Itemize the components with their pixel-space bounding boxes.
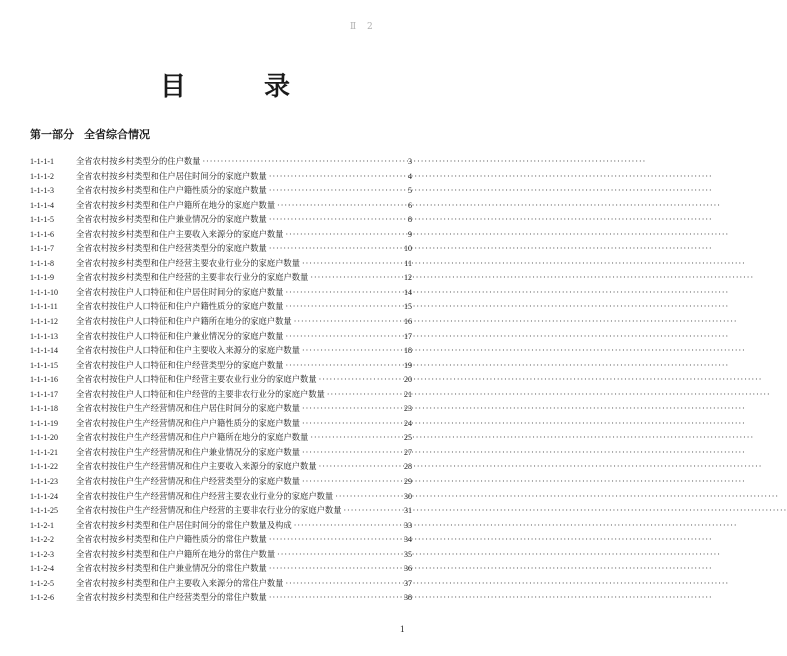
toc-entry[interactable] xyxy=(30,474,412,489)
toc-leader-dots xyxy=(285,329,398,344)
toc-entry-title: 全省农村按住户人口特征和住户户籍性质分的家庭户数量 xyxy=(76,301,284,312)
toc-entry[interactable] xyxy=(30,430,412,445)
toc-entry[interactable] xyxy=(30,489,412,504)
toc-entry-page: 16 xyxy=(404,317,412,327)
toc-entry[interactable] xyxy=(30,459,412,474)
toc-leader-dots xyxy=(285,576,398,591)
toc-entry-title: 全省农村按乡村类型和住户兼业情况分的家庭户数量 xyxy=(76,214,267,225)
toc-entry-number: 1-1-1-11 xyxy=(30,302,58,312)
toc-entry-title: 全省农村按住户生产经营情况和住户户籍性质分的家庭户数量 xyxy=(76,417,301,428)
toc-leader-dots xyxy=(294,314,398,329)
toc-leader-dots xyxy=(327,387,398,402)
toc-entry[interactable] xyxy=(30,212,412,227)
toc-entry-number: 1-1-1-19 xyxy=(30,418,58,428)
toc-entry-page: 15 xyxy=(404,302,412,312)
toc-entry-title: 全省农村按住户生产经营情况和住户经营主要农业行业分的家庭户数量 xyxy=(76,490,334,501)
toc-leader-dots xyxy=(310,270,398,285)
toc-entry-page: 31 xyxy=(404,506,412,516)
toc-entry[interactable] xyxy=(30,561,412,576)
toc-entry-title: 全省农村按住户生产经营情况和住户经营的主要非农行业分的家庭户数量 xyxy=(76,505,342,516)
toc-entry-title: 全省农村按住户生产经营情况和住户主要收入来源分的家庭户数量 xyxy=(76,461,317,472)
toc-leader-dots xyxy=(302,343,398,358)
toc-entry-number: 1-1-1-9 xyxy=(30,273,54,283)
toc-entry-page: 9 xyxy=(408,229,412,239)
toc-leader-dots xyxy=(302,401,398,416)
toc-leader-dots xyxy=(277,547,398,562)
running-head: Ⅱ 2 xyxy=(350,22,377,32)
toc-entry[interactable] xyxy=(30,401,412,416)
toc-entry-title: 全省农村按乡村类型和住户经营类型分的家庭户数量 xyxy=(76,243,267,254)
toc-entry-number: 1-1-1-16 xyxy=(30,375,58,385)
toc-entry-number: 1-1-1-7 xyxy=(30,244,54,254)
toc-entry-title: 全省农村按住户生产经营情况和住户兼业情况分的家庭户数量 xyxy=(76,446,301,457)
toc-entry-page: 4 xyxy=(408,171,412,181)
toc-entry[interactable] xyxy=(30,503,412,518)
toc-entry-number: 1-1-1-22 xyxy=(30,462,58,472)
toc-leader-dots xyxy=(285,285,398,300)
toc-entry[interactable] xyxy=(30,256,412,271)
toc-entry[interactable] xyxy=(30,590,412,605)
toc-entry-number: 1-1-1-3 xyxy=(30,186,54,196)
toc-leader-dots xyxy=(302,256,398,271)
toc-entry-title: 全省农村按住户人口特征和住户兼业情况分的家庭户数量 xyxy=(76,330,284,341)
toc-entry-page: 12 xyxy=(404,273,412,283)
toc-entry-title: 全省农村按乡村类型和住户经营的主要非农行业分的家庭户数量 xyxy=(76,272,309,283)
toc-entry-number: 1-1-2-3 xyxy=(30,549,54,559)
toc-entry[interactable] xyxy=(30,518,412,533)
toc-entry-title: 全省农村按乡村类型和住户居住时间分的常住户数量及构成 xyxy=(76,519,292,530)
toc-entry-number: 1-1-1-6 xyxy=(30,229,54,239)
toc-entry-number: 1-1-1-15 xyxy=(30,360,58,370)
toc-entry-page: 5 xyxy=(408,186,412,196)
toc-entry[interactable] xyxy=(30,532,412,547)
toc-entry[interactable] xyxy=(30,343,412,358)
toc-leader-dots xyxy=(277,198,398,213)
toc-list xyxy=(30,154,412,605)
toc-entry[interactable] xyxy=(30,299,412,314)
toc-leader-dots xyxy=(269,183,398,198)
toc-entry-number: 1-1-1-25 xyxy=(30,506,58,516)
toc-entry-number: 1-1-1-23 xyxy=(30,477,58,487)
toc-entry-number: 1-1-2-2 xyxy=(30,535,54,545)
toc-entry-page: 10 xyxy=(404,244,412,254)
toc-entry-page: 19 xyxy=(404,360,412,370)
toc-entry-title: 全省农村按乡村类型和住户户籍性质分的家庭户数量 xyxy=(76,185,267,196)
toc-entry[interactable] xyxy=(30,372,412,387)
toc-entry-number: 1-1-1-13 xyxy=(30,331,58,341)
section-name: 全省综合情况 xyxy=(84,128,150,141)
toc-entry-number: 1-1-1-10 xyxy=(30,287,58,297)
section-heading xyxy=(30,126,150,142)
toc-entry-page: 37 xyxy=(404,578,412,588)
toc-entry[interactable] xyxy=(30,329,412,344)
toc-entry-title: 全省农村按住户人口特征和住户经营类型分的家庭户数量 xyxy=(76,359,284,370)
toc-entry[interactable] xyxy=(30,227,412,242)
toc-entry-title: 全省农村按住户生产经营情况和住户户籍所在地分的家庭户数量 xyxy=(76,432,309,443)
toc-entry[interactable] xyxy=(30,198,412,213)
toc-entry-page: 28 xyxy=(404,462,412,472)
toc-entry-number: 1-1-1-17 xyxy=(30,389,58,399)
toc-entry-page: 34 xyxy=(404,535,412,545)
toc-entry[interactable] xyxy=(30,547,412,562)
toc-entry[interactable] xyxy=(30,416,412,431)
toc-entry-page: 11 xyxy=(404,258,412,268)
toc-entry-title: 全省农村按住户生产经营情况和住户居住时间分的家庭户数量 xyxy=(76,403,301,414)
toc-leader-dots xyxy=(269,212,398,227)
toc-entry-number: 1-1-1-12 xyxy=(30,317,58,327)
toc-leader-dots xyxy=(319,459,398,474)
toc-entry-number: 1-1-2-5 xyxy=(30,578,54,588)
toc-entry-title: 全省农村按住户人口特征和住户户籍所在地分的家庭户数量 xyxy=(76,316,292,327)
toc-entry[interactable] xyxy=(30,387,412,402)
toc-entry-number: 1-1-1-24 xyxy=(30,491,58,501)
toc-entry-page: 20 xyxy=(404,375,412,385)
toc-leader-dots xyxy=(285,227,398,242)
toc-entry[interactable] xyxy=(30,270,412,285)
page-title: 目 录 xyxy=(159,72,316,102)
toc-leader-dots xyxy=(319,372,398,387)
toc-entry-page: 38 xyxy=(404,593,412,603)
section-part: 第一部分 xyxy=(30,128,74,141)
toc-entry-title: 全省农村按住户生产经营情况和住户经营类型分的家庭户数量 xyxy=(76,476,301,487)
toc-leader-dots xyxy=(344,503,398,518)
toc-leader-dots xyxy=(335,489,398,504)
toc-entry-number: 1-1-1-18 xyxy=(30,404,58,414)
toc-entry-title: 全省农村按乡村类型和住户兼业情况分的常住户数量 xyxy=(76,563,267,574)
toc-entry-title: 全省农村按住户人口特征和住户居住时间分的家庭户数量 xyxy=(76,286,284,297)
toc-entry-page: 36 xyxy=(404,564,412,574)
toc-entry-page: 17 xyxy=(404,331,412,341)
toc-entry-page: 33 xyxy=(404,520,412,530)
toc-entry-page: 24 xyxy=(404,418,412,428)
toc-leader-dots xyxy=(285,358,398,373)
toc-leader-dots xyxy=(302,445,398,460)
toc-entry[interactable] xyxy=(30,358,412,373)
toc-entry-title: 全省农村按乡村类型和住户居住时间分的家庭户数量 xyxy=(76,170,267,181)
toc-leader-dots xyxy=(285,299,398,314)
toc-entry[interactable] xyxy=(30,169,412,184)
toc-entry-title: 全省农村按乡村类型和住户经营主要农业行业分的家庭户数量 xyxy=(76,257,301,268)
toc-entry-page: 14 xyxy=(404,287,412,297)
toc-entry-page: 3 xyxy=(408,157,412,166)
toc-entry-number: 1-1-1-20 xyxy=(30,433,58,443)
toc-entry-page: 29 xyxy=(404,477,412,487)
toc-leader-dots xyxy=(294,518,398,533)
toc-entry-title: 全省农村按乡村类型分的住户数量 xyxy=(76,156,201,166)
toc-entry-title: 全省农村按乡村类型和住户主要收入来源分的家庭户数量 xyxy=(76,228,284,239)
toc-leader-dots xyxy=(202,154,398,169)
page-number: 1 xyxy=(400,624,405,634)
toc-entry-page: 27 xyxy=(404,447,412,457)
toc-entry[interactable] xyxy=(30,285,412,300)
toc-entry-number: 1-1-1-4 xyxy=(30,200,54,210)
toc-entry[interactable] xyxy=(30,241,412,256)
toc-entry-page: 30 xyxy=(404,491,412,501)
toc-entry-number: 1-1-1-14 xyxy=(30,346,58,356)
toc-entry-title: 全省农村按乡村类型和住户户籍所在地分的家庭户数量 xyxy=(76,199,276,210)
toc-entry[interactable] xyxy=(30,154,412,169)
toc-entry-number: 1-1-2-6 xyxy=(30,593,54,603)
toc-entry-number: 1-1-1-8 xyxy=(30,258,54,268)
toc-entry-page: 23 xyxy=(404,404,412,414)
toc-leader-dots xyxy=(269,590,398,605)
toc-entry-number: 1-1-1-2 xyxy=(30,171,54,181)
toc-entry-title: 全省农村按住户人口特征和住户经营的主要非农行业分的家庭户数量 xyxy=(76,388,325,399)
toc-entry-title: 全省农村按乡村类型和住户经营类型分的常住户数量 xyxy=(76,592,267,603)
toc-entry-title: 全省农村按乡村类型和住户户籍性质分的常住户数量 xyxy=(76,534,267,545)
toc-leader-dots xyxy=(269,241,398,256)
toc-entry[interactable] xyxy=(30,183,412,198)
toc-leader-dots xyxy=(269,532,398,547)
toc-entry[interactable] xyxy=(30,576,412,591)
toc-entry[interactable] xyxy=(30,445,412,460)
toc-entry-title: 全省农村按乡村类型和住户主要收入来源分的常住户数量 xyxy=(76,577,284,588)
toc-leader-dots xyxy=(269,561,398,576)
toc-entry-number: 1-1-1-1 xyxy=(30,157,54,166)
toc-entry-page: 8 xyxy=(408,215,412,225)
toc-entry-page: 21 xyxy=(404,389,412,399)
toc-entry[interactable] xyxy=(30,314,412,329)
toc-entry-page: 18 xyxy=(404,346,412,356)
toc-entry-page: 25 xyxy=(404,433,412,443)
toc-entry-page: 35 xyxy=(404,549,412,559)
toc-leader-dots xyxy=(302,474,398,489)
toc-entry-title: 全省农村按住户人口特征和住户经营主要农业行业分的家庭户数量 xyxy=(76,374,317,385)
toc-entry-number: 1-1-1-21 xyxy=(30,447,58,457)
toc-leader-dots xyxy=(310,430,398,445)
toc-entry-title: 全省农村按乡村类型和住户户籍所在地分的常住户数量 xyxy=(76,548,276,559)
toc-entry-page: 6 xyxy=(408,200,412,210)
toc-entry-number: 1-1-1-5 xyxy=(30,215,54,225)
toc-leader-dots xyxy=(302,416,398,431)
toc-leader-dots xyxy=(269,169,398,184)
toc-entry-number: 1-1-2-4 xyxy=(30,564,54,574)
toc-entry-title: 全省农村按住户人口特征和住户主要收入来源分的家庭户数量 xyxy=(76,345,301,356)
toc-entry-number: 1-1-2-1 xyxy=(30,520,54,530)
